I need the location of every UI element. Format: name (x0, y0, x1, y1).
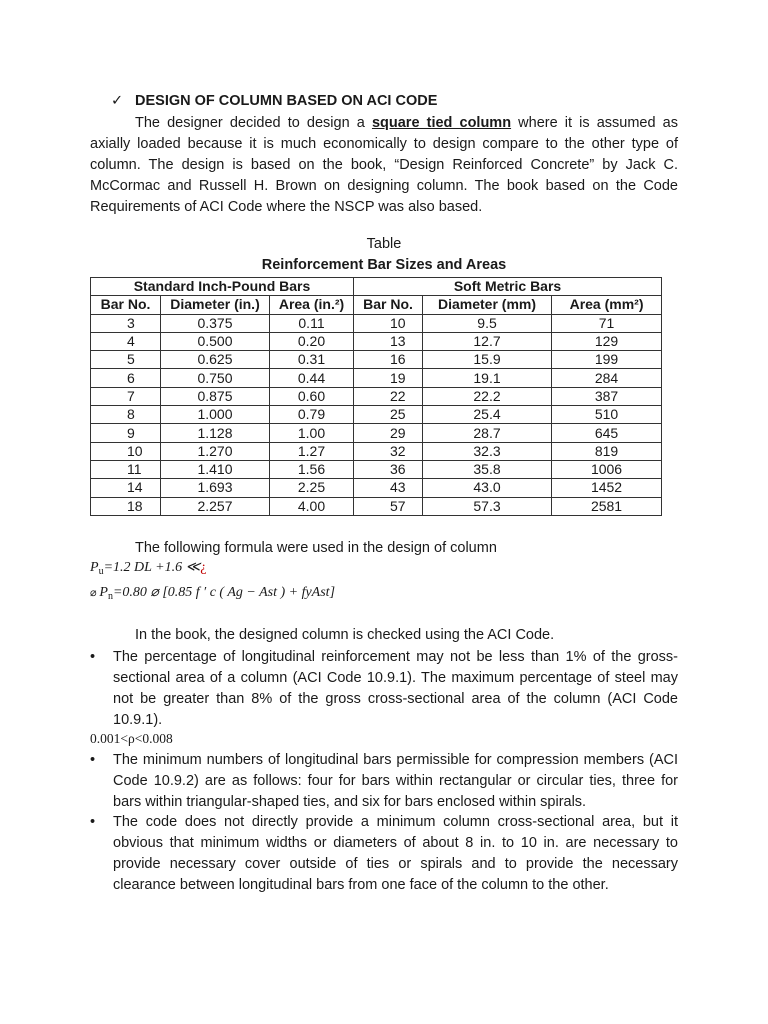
table-cell: 6 (91, 369, 161, 387)
table-cell: 10 (354, 314, 423, 332)
table-row (91, 497, 662, 515)
table-label: Table (366, 236, 402, 252)
table-cell: 16 (354, 351, 423, 369)
table-cell: 0.60 (270, 387, 354, 405)
table-cell: 0.625 (161, 351, 270, 369)
intro-text-after: where it is assumed as axially loaded because it is much economically to design compare to the other type of column. The design is based on the book, “Design Reinforced Concrete” by Jack C. McCormac and Russell H. Brown on designing column. The book based on the Code Requirements of ACI Code where the NSCP was also based. (90, 115, 678, 215)
table-cell: 284 (552, 369, 662, 387)
table-cell: 35.8 (423, 460, 552, 478)
table-cell: 510 (552, 406, 662, 424)
table-cell: 57 (354, 497, 423, 515)
bullet-icon: • (90, 752, 96, 768)
table-cell: 15.9 (423, 351, 552, 369)
table-cell: 71 (552, 314, 662, 332)
table-cell: 1.000 (161, 406, 270, 424)
table-cell: 0.31 (270, 351, 354, 369)
table-cell: 43.0 (423, 479, 552, 497)
table-cell: 129 (552, 332, 662, 350)
table-cell: 19.1 (423, 369, 552, 387)
table-row (91, 369, 662, 387)
table-cell: 2.257 (161, 497, 270, 515)
table-cell: 5 (91, 351, 161, 369)
table-cell: 12.7 (423, 332, 552, 350)
table-cell: 4 (91, 332, 161, 350)
column-header: Diameter (in.) (161, 296, 270, 314)
table-cell: 0.20 (270, 332, 354, 350)
table-cell: 29 (354, 424, 423, 442)
table-row (91, 424, 662, 442)
table-cell: 819 (552, 442, 662, 460)
table-cell: 22.2 (423, 387, 552, 405)
formula-nominal-strength: ⌀ $P_n=0.80$ ⌀ [0.85 f ′ c ( Ag − Ast ) + fyAst] (90, 585, 336, 602)
table-cell: 3 (91, 314, 161, 332)
table-cell: 1452 (552, 479, 662, 497)
column-header: Diameter (mm) (423, 296, 552, 314)
intro-keyword: square tied column (371, 115, 512, 131)
table-cell: 1006 (552, 460, 662, 478)
table-cell: 28.7 (423, 424, 552, 442)
table-row (91, 460, 662, 478)
list-item: • The code does not directly provide a minimum column cross-sectional area, but it obvious that minimum widths or diameters of about 8 in. to 10 in. are necessary to provide necessary cover outside of ties or spirals and to provide the necessary clearance between longitudinal bars from one face of the column to the other. (90, 814, 678, 893)
table-cell: 32 (354, 442, 423, 460)
table-cell: 0.11 (270, 314, 354, 332)
table-title: Reinforcement Bar Sizes and Areas (261, 257, 507, 273)
table-cell: 199 (552, 351, 662, 369)
table-cell: 25.4 (423, 406, 552, 424)
table-cell: 18 (91, 497, 161, 515)
table-cell: 0.500 (161, 332, 270, 350)
table-cell: 43 (354, 479, 423, 497)
table-row (91, 332, 662, 350)
table-cell: 4.00 (270, 497, 354, 515)
table-cell: 57.3 (423, 497, 552, 515)
table-cell: 7 (91, 387, 161, 405)
table-group-header-row (91, 278, 662, 296)
table-row (91, 314, 662, 332)
table-cell: 1.410 (161, 460, 270, 478)
table-cell: 2.25 (270, 479, 354, 497)
column-header: Bar No. (91, 296, 161, 314)
formula-intro: The following formula were used in the design of column (135, 540, 497, 556)
table-cell: 22 (354, 387, 423, 405)
table-column-header-row (91, 296, 662, 314)
table-cell: 1.270 (161, 442, 270, 460)
intro-text-before: The designer decided to design a (135, 115, 372, 131)
table-cell: 0.44 (270, 369, 354, 387)
list-item: • The percentage of longitudinal reinforcement may not be less than 1% of the gross-sectional area of a column (ACI Code 10.9.1). The maximum percentage of steel may not be greater than 8% of the gross cross-sectional area of the column (ACI Code 10.9.1). (90, 649, 678, 728)
table-cell: 0.79 (270, 406, 354, 424)
table-cell: 9 (91, 424, 161, 442)
column-header: Area (mm²) (552, 296, 662, 314)
group-header-inch-pound: Standard Inch-Pound Bars (91, 278, 354, 296)
column-header: Area (in.²) (270, 296, 354, 314)
table-cell: 19 (354, 369, 423, 387)
table-cell: 25 (354, 406, 423, 424)
rebar-table (90, 277, 662, 516)
formula-ultimate-load: $P_u=1.2$ DL +1.6 ≪¿ (90, 560, 207, 577)
table-cell: 9.5 (423, 314, 552, 332)
table-cell: 10 (91, 442, 161, 460)
reinforcement-ratio-formula: 0.001<ρ<0.008 (90, 731, 173, 746)
table-cell: 0.375 (161, 314, 270, 332)
table-cell: 2581 (552, 497, 662, 515)
list-item: • The minimum numbers of longitudinal bars permissible for compression members (ACI Code 10.9.2) are as follows: four for bars within rectangular or circular ties, three for bars within triangular-shaped ties, and six for bars enclosed within spirals. (90, 752, 678, 810)
table-cell: 1.128 (161, 424, 270, 442)
table-row (91, 387, 662, 405)
table-cell: 1.00 (270, 424, 354, 442)
check-intro: In the book, the designed column is checked using the ACI Code. (135, 627, 555, 643)
table-cell: 387 (552, 387, 662, 405)
section-heading-title: DESIGN OF COLUMN BASED ON ACI CODE (135, 93, 438, 109)
table-cell: 1.56 (270, 460, 354, 478)
table-row (91, 479, 662, 497)
bullet-icon: • (90, 814, 96, 830)
column-header: Bar No. (354, 296, 423, 314)
checkmark-icon: ✓ (111, 93, 124, 109)
table-cell: 1.693 (161, 479, 270, 497)
table-cell: 645 (552, 424, 662, 442)
table-cell: 11 (91, 460, 161, 478)
table-cell: 8 (91, 406, 161, 424)
table-row (91, 442, 662, 460)
table-cell: 32.3 (423, 442, 552, 460)
table-cell: 0.750 (161, 369, 270, 387)
table-body (91, 314, 662, 515)
table-cell: 14 (91, 479, 161, 497)
table-cell: 0.875 (161, 387, 270, 405)
section-heading (111, 93, 437, 109)
table-cell: 13 (354, 332, 423, 350)
intro-paragraph (90, 113, 678, 218)
bullet-icon: • (90, 649, 96, 665)
table-cell: 36 (354, 460, 423, 478)
table-row (91, 351, 662, 369)
group-header-soft-metric: Soft Metric Bars (354, 278, 662, 296)
table-row (91, 406, 662, 424)
table-cell: 1.27 (270, 442, 354, 460)
